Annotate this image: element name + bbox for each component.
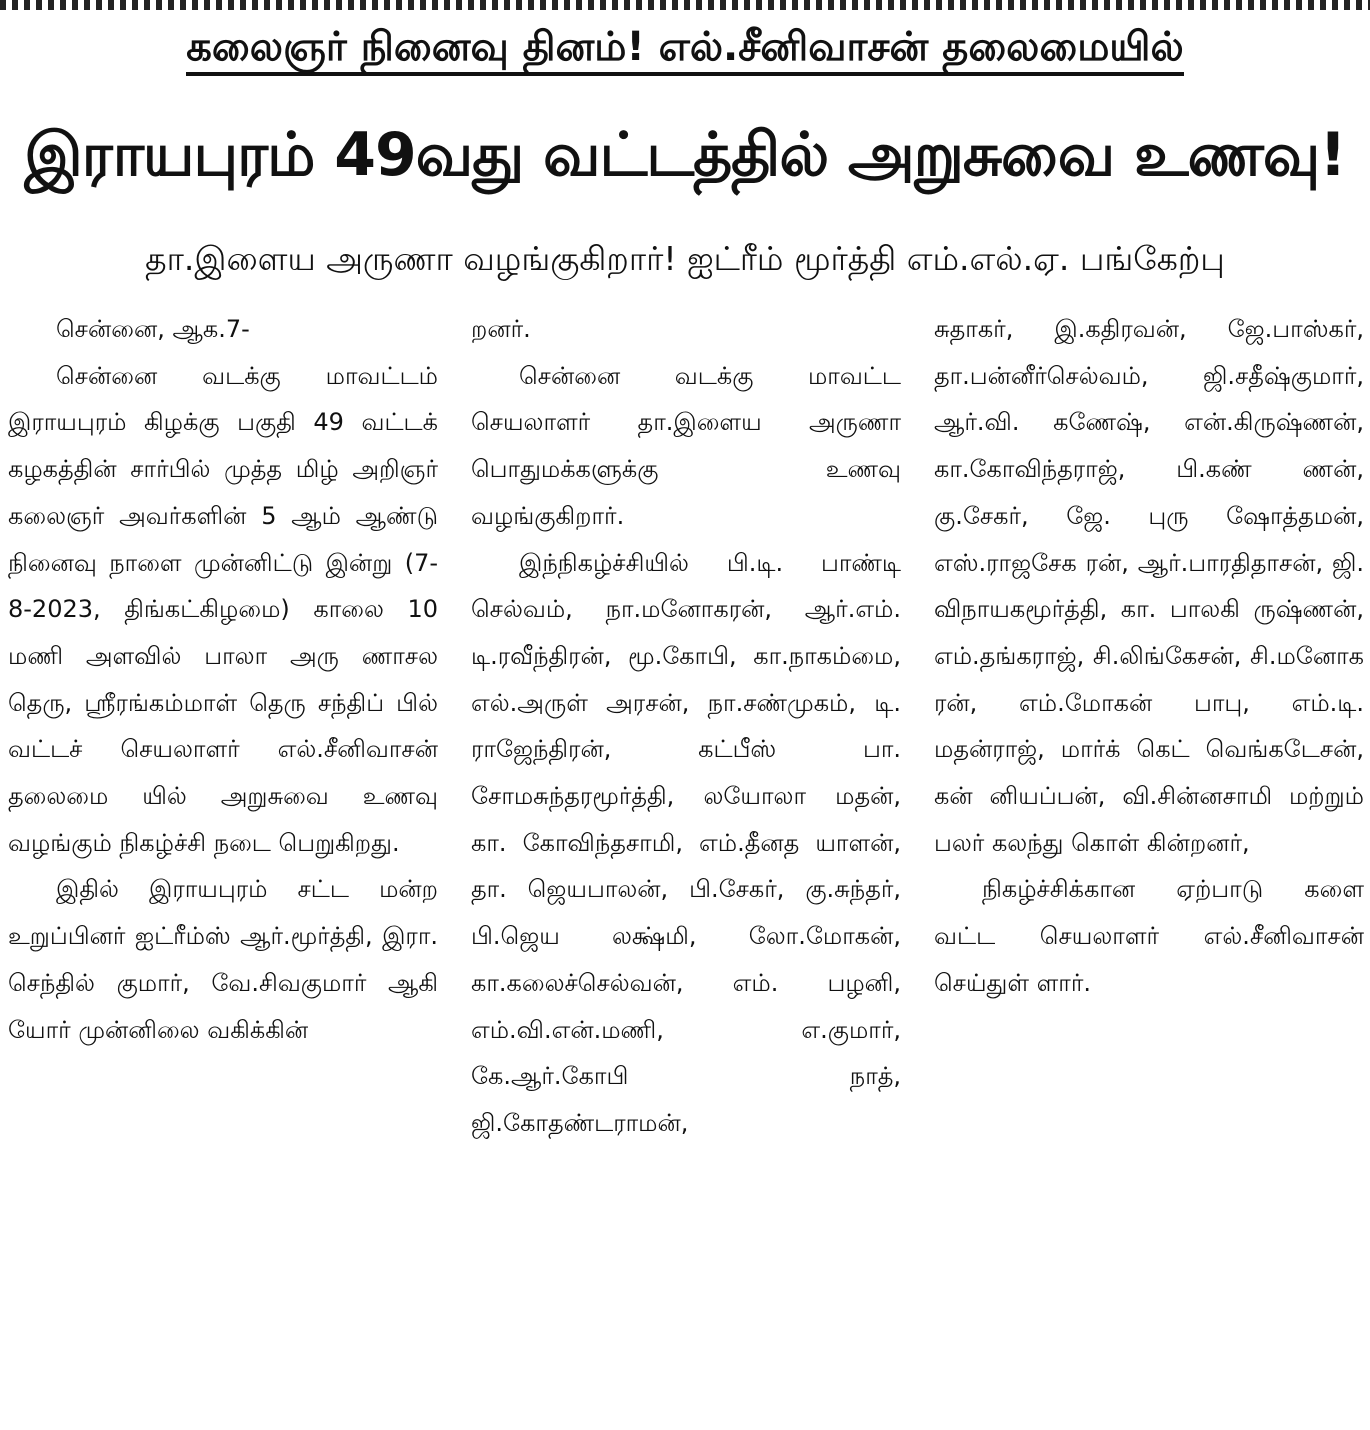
paragraph-continued: றனர். (471, 315, 531, 343)
subheadline: தா.இளைய அருணா வழங்குகிறார்! ஐட்ரீம் மூர்த்தி எம்.எல்.ஏ. பங்கேற்பு (145, 239, 1225, 278)
paragraph-continued: சுதாகர், இ.கதிரவன், ஜே.பாஸ்கர், தா.பன்னீர்செல்வம், ஜி.சதீஷ்குமார், ஆர்.வி. கணேஷ், என்.கிருஷ்ணன், கா.கோவிந்தராஜ், பி.கண் ணன், கு.சேகர், ஜே. புரு ஷோத்தமன், எஸ்.ராஜசேக ரன், ஆர்.பாரதிதாசன், ஜி. விநாயகமூர்த்தி, கா. பாலகி ருஷ்ணன், எம்.தங்கராஜ், சி.லிங்கேசன், சி.மனோக ரன், எம்.மோகன் பாபு, எம்.டி. மதன்ராஜ், மார்க் கெட் வெங்கடேசன், கன் னியப்பன், வி.சின்னசாமி மற்றும் பலர் கலந்து கொள் கின்றனர், (934, 315, 1364, 857)
paragraph: சென்னை வடக்கு மாவட்ட செயலாளர் தா.இளைய அருணா பொதுமக்களுக்கு உணவு வழங்குகிறார். (471, 361, 901, 530)
dateline: சென்னை, ஆக.7- (56, 315, 250, 343)
kicker (0, 18, 1370, 76)
column-2 (471, 306, 901, 1426)
paragraph: சென்னை வடக்கு மாவட்டம் இராயபுரம் கிழக்கு பகுதி 49 வட்டக் கழகத்தின் சார்பில் முத்த மிழ் அறிஞர் கலைஞர் அவர்களின் 5 ஆம் ஆண்டு நினைவு நாளை முன்னிட்டு இன்று (7-8-2023, திங்கட்கிழமை) காலை 10 மணி அளவில் பாலா அரு ணாசல தெரு, ஸ்ரீரங்கம்மாள் தெரு சந்திப் பில் வட்டச் செயலாளர் எல்.சீனிவாசன் தலைமை யில் அறுசுவை உணவு வழங்கும் நிகழ்ச்சி நடை பெறுகிறது. (8, 361, 438, 857)
column-3 (934, 306, 1364, 1426)
paragraph: இதில் இராயபுரம் சட்ட மன்ற உறுப்பினர் ஐட்ரீம்ஸ் ஆர்.மூர்த்தி, இரா. செந்தில் குமார், வே.சிவகுமார் ஆகி யோர் முன்னிலை வகிக்கின் (8, 875, 438, 1044)
top-dashed-rule (0, 0, 1370, 10)
paragraph: நிகழ்ச்சிக்கான ஏற்பாடு களை வட்ட செயலாளர் எல்.சீனிவாசன் செய்துள் ளார். (934, 875, 1364, 997)
paragraph: இந்நிகழ்ச்சியில் பி.டி. பாண்டி செல்வம், நா.மனோகரன், ஆர்.எம். டி.ரவீந்திரன், மூ.கோபி, கா.நாகம்மை, எல்.அருள் அரசன், நா.சண்முகம், டி. ராஜேந்திரன், கட்பீஸ் பா. சோமசுந்தரமூர்த்தி, லயோலா மதன், கா. கோவிந்தசாமி, எம்.தீனத யாளன், தா. ஜெயபாலன், பி.சேகர், கு.சுந்தர், பி.ஜெய லக்ஷ்மி, லோ.மோகன், கா.கலைச்செல்வன், எம். பழனி, எம்.வி.என்.மணி, எ.குமார், கே.ஆர்.கோபி நாத், ஜி.கோதண்டராமன், (471, 548, 901, 1137)
kicker-text: கலைஞர் நினைவு தினம்! எல்.சீனிவாசன் தலைமையில் (186, 24, 1183, 76)
column-1 (8, 306, 438, 1426)
article-body (8, 306, 1364, 1426)
headline: இராயபுரம் 49வது வட்டத்தில் அறுசுவை உணவு! (24, 120, 1346, 190)
